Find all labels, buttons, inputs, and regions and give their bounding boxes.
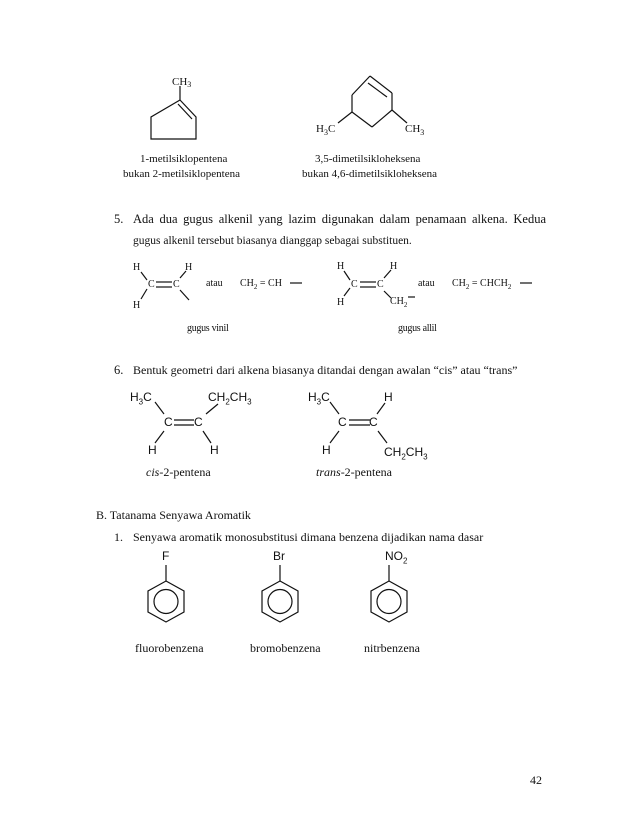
- section-b-heading: B. Tatanama Senyawa Aromatik: [96, 508, 251, 522]
- cis-ch2ch3: $CH_2CH_3$: [208, 390, 252, 407]
- item6-number: 6.: [114, 363, 124, 377]
- allyl-or: atau: [418, 278, 435, 289]
- h3c-label: $H_3C$: [316, 123, 336, 138]
- allyl-ch2: $CH_2$: [390, 296, 408, 309]
- nitrobenzene-name: nitrbenzena: [364, 641, 420, 655]
- bromo-substituent: Br: [273, 549, 285, 563]
- allyl-c2: C: [377, 279, 384, 290]
- fluoro-substituent: F: [162, 549, 170, 563]
- trans-ch2ch3: $CH_2CH_3$: [384, 445, 428, 462]
- methyl-label: CH3: [172, 76, 192, 89]
- trans-c2: C: [369, 415, 378, 429]
- bromobenzene-name: bromobenzena: [250, 641, 321, 655]
- allyl-h3: H: [337, 297, 345, 308]
- ch3-label: $CH_3$: [405, 123, 425, 138]
- trans-c1: C: [338, 415, 347, 429]
- trans-h-right: H: [384, 390, 393, 404]
- vinyl-label: gugus vinil: [187, 323, 229, 334]
- fluorobenzene-name: fluorobenzena: [135, 641, 204, 655]
- item5-number: 5.: [114, 212, 124, 226]
- item6-text: Bentuk geometri dari alkena biasanya ditandai dengan awalan “cis” atau “trans”: [133, 363, 518, 377]
- cis-h-right: H: [210, 443, 219, 457]
- allyl-formula: $CH_2$ = $CHCH_2$: [452, 278, 512, 291]
- mol2-caption-2: bukan 4,6-dimetilsikloheksena: [302, 168, 438, 180]
- vinyl-h3: H: [133, 300, 141, 311]
- cis-c1: C: [164, 415, 173, 429]
- fluorobenzene-ring: [148, 565, 184, 622]
- mol1-caption-2: bukan 2-metilsiklopentena: [123, 168, 240, 180]
- vinyl-c2: C: [173, 279, 180, 290]
- allyl-label: gugus allil: [398, 323, 437, 334]
- vinyl-or: atau: [206, 278, 223, 289]
- trans-h3c: $H_3C$: [308, 390, 330, 407]
- mol1-caption-1: 1-metilsiklopentena: [140, 153, 228, 165]
- vinyl-c1: C: [148, 279, 155, 290]
- cis-h3c: $H_3C$: [130, 390, 152, 407]
- nitrobenzene-ring: [371, 565, 407, 622]
- item-b1-number: 1.: [114, 530, 123, 544]
- vinyl-h2: H: [185, 262, 193, 273]
- item5-line2: gugus alkenil tersebut biasanya dianggap sebagai substituen.: [133, 235, 412, 247]
- cis-h-left: H: [148, 443, 157, 457]
- allyl-c1: C: [351, 279, 358, 290]
- item-b1-text: Senyawa aromatik monosubstitusi dimana benzena dijadikan nama dasar: [133, 530, 484, 544]
- item5-line1: Ada dua gugus alkenil yang lazim digunakan dalam penamaan alkena. Kedua: [133, 212, 546, 226]
- nitro-substituent: $NO_2$: [385, 549, 408, 566]
- trans-h-left: H: [322, 443, 331, 457]
- allyl-h2: H: [390, 261, 398, 272]
- bromobenzene-ring: [262, 565, 298, 622]
- cis-name: cis-2-pentena: [146, 465, 211, 479]
- trans-name: trans-2-pentena: [316, 465, 392, 479]
- allyl-h1: H: [337, 261, 345, 272]
- page-number: 42: [530, 773, 542, 787]
- vinyl-formula: $CH_2$ = CH: [240, 278, 282, 291]
- cis-c2: C: [194, 415, 203, 429]
- vinyl-h1: H: [133, 262, 141, 273]
- mol2-caption-1: 3,5-dimetilsikloheksena: [315, 153, 421, 165]
